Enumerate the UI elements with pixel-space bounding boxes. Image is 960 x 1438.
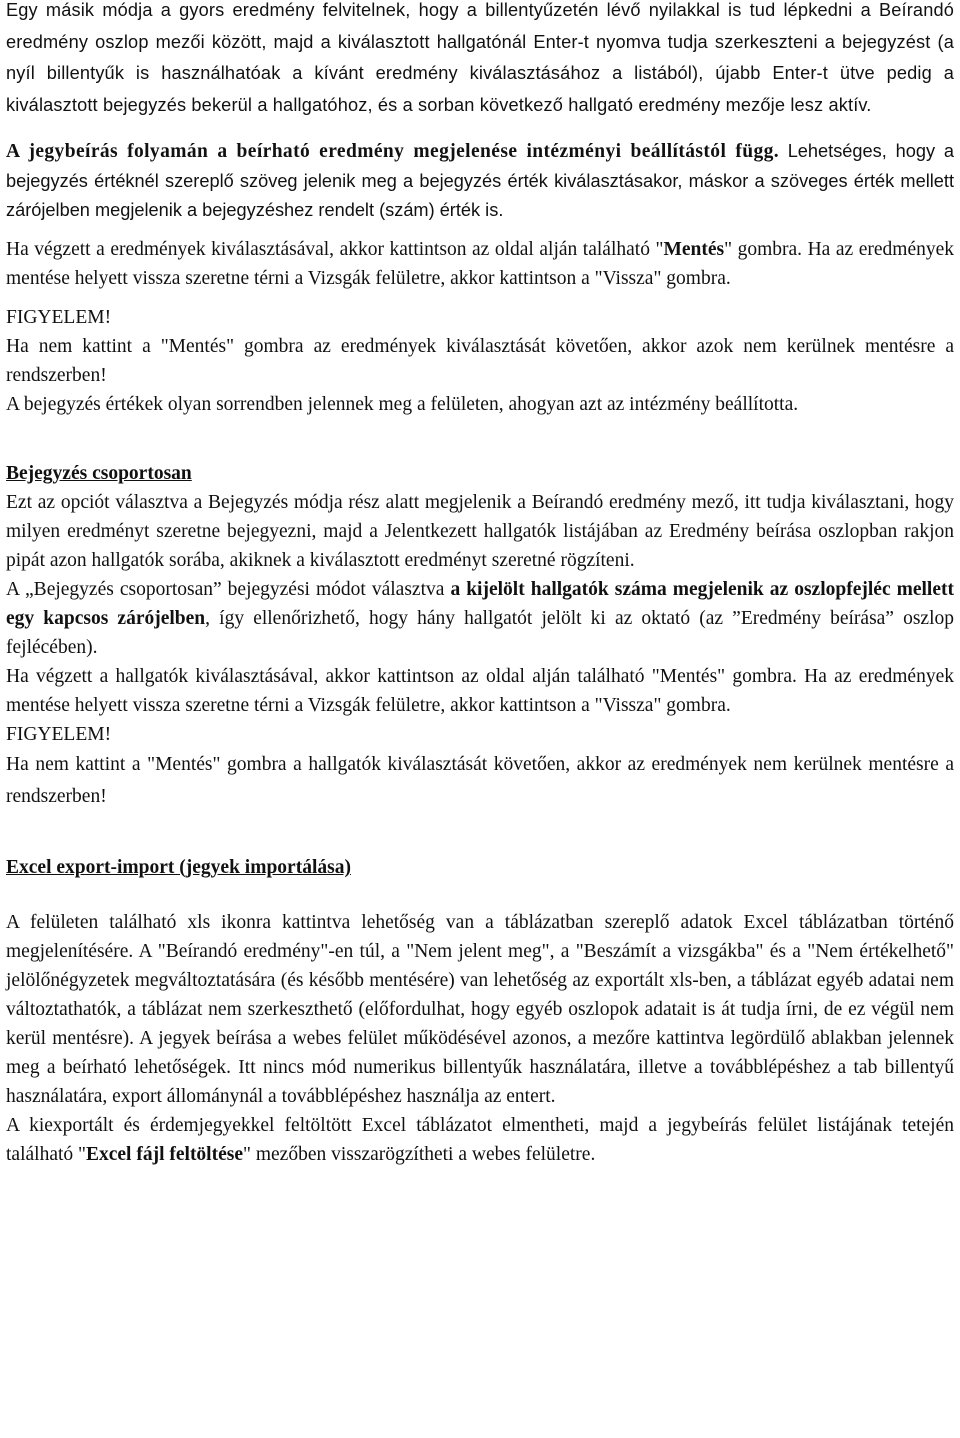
heading-group-entry: Bejegyzés csoportosan: [6, 463, 192, 485]
paragraph-excel-2: [6, 1111, 954, 1169]
paragraph-group-entry-1: Ezt az opciót választva a Bejegyzés módja rész alatt megjelenik a Beírandó eredmény mező, itt tudja kiválasztani, hogy milyen eredményt szeretne bejegyezni, majd a Jelentkezett hallgatók listájában az Eredmény beírása oszlopban rakjon pipát azon hallgatók sorába, akiknek a kiválasztott eredményt szeretné rögzíteni.: [6, 492, 954, 572]
save-button-reference: Mentés: [663, 239, 725, 261]
heading-excel-export-import: Excel export-import (jegyek importálása): [6, 857, 351, 879]
warning-title-2: FIGYELEM!: [6, 724, 112, 746]
paragraph-group-entry-3: Ha végzett a hallgatók kiválasztásával, akkor kattintson az oldal alján található "Mentés" gombra. Ha az eredmények mentése helyett vissza szeretne térni a Vizsgák felületre, akkor kattintson a "Vissza" gombra.: [6, 666, 954, 717]
save-instruction-end: " gombra. Ha az eredmények mentése helyett vissza szeretne térni a Vizsgák felületre, akkor kattintson a "Vissza" gombra.: [6, 239, 955, 290]
paragraph-save-instruction: [6, 235, 954, 293]
excel-2-end: " mezőben visszarögzítheti a webes felületre.: [243, 1144, 596, 1166]
group-entry-2-start: A „Bejegyzés csoportosan” bejegyzési módot választva: [6, 579, 451, 601]
save-instruction-start: Ha végzett a eredmények kiválasztásával, akkor kattintson az oldal alján található ": [6, 239, 664, 261]
excel-2-start: A kiexportált és érdemjegyekkel feltöltött Excel táblázatot elmentheti, majd a jegybeírás felület listájának tetején található ": [6, 1115, 954, 1166]
warning-title-1: FIGYELEM!: [6, 307, 112, 329]
bold-statement: A jegybeírás folyamán a beírható eredmény megjelenése intézményi beállítástól függ.: [6, 141, 780, 163]
paragraph-group-entry-2: [6, 575, 954, 662]
group-entry-2-bold: a kijelölt hallgatók száma megjelenik az oszlopfejléc mellett egy kapcsos zárójelben: [6, 579, 954, 630]
paragraph-display-setting: [6, 137, 954, 225]
paragraph-excel-1: A felületen található xls ikonra kattintva lehetőség van a táblázatban szereplő adatok Excel táblázatban történő megjelenítésére. A "Beírandó eredmény"-en túl, a "Nem jelent meg", a "Beszámít a vizsgákba" és a "Nem értékelhető" jelölőnégyzetek megváltoztatására (és később mentésére) van lehetőség az exportált xls-ben, a táblázat egyéb adatai nem változtathatók, a táblázat nem szerkeszthető (előfordulhat, hogy egyéb oszlopok adatait is át tudja írni, de ez végül nem kerül mentésre). A jegyek beírása a webes felület működésével azonos, a mezőre kattintva legördülő ablakban jelennek meg a beírható lehetőségek. Itt nincs mód numerikus billentyűk használatára, illetve a továbblépéshez a tab billentyű használatára, export állománynál a továbblépéshez használja az entert.: [6, 912, 954, 1108]
order-note: A bejegyzés értékek olyan sorrendben jelennek meg a felületen, ahogyan azt az intézmény beállította.: [6, 394, 799, 416]
group-entry-2-end: , így ellenőrizhető, hogy hány hallgatót jelölt ki az oktató (az ”Eredmény beírása” oszlop fejlécében).: [6, 608, 954, 659]
warning-text-1: Ha nem kattint a "Mentés" gombra az eredmények kiválasztását követően, akkor azok nem kerülnek mentésre a rendszerben!: [6, 336, 954, 387]
warning-text-2: Ha nem kattint a "Mentés" gombra a hallgatók kiválasztását követően, akkor az eredmények nem kerülnek mentésre a rendszerben!: [6, 754, 954, 808]
display-setting-detail: Lehetséges, hogy a bejegyzés értéknél szereplő szöveg jelenik meg a bejegyzés érték kiválasztásakor, máskor a szöveges érték mellett zárójelben megjelenik a bejegyzéshez rendelt (szám) érték is.: [6, 141, 954, 221]
paragraph-keyboard-entry: Egy másik módja a gyors eredmény felvitelnek, hogy a billentyűzetén lévő nyilakkal is tud lépkedni a Beírandó eredmény oszlop mezői között, majd a kiválasztott hallgatónál Enter-t nyomva tudja szerkeszteni a bejegyzést (a nyíl billentyűk is használhatóak a kívánt eredmény kiválasztásához a listából), újabb Enter-t ütve pedig a kiválasztott bejegyzés bekerül a hallgatóhoz, és a sorban következő hallgató eredmény mezője lesz aktív.: [6, 0, 954, 115]
excel-upload-field-reference: Excel fájl feltöltése: [85, 1144, 243, 1166]
